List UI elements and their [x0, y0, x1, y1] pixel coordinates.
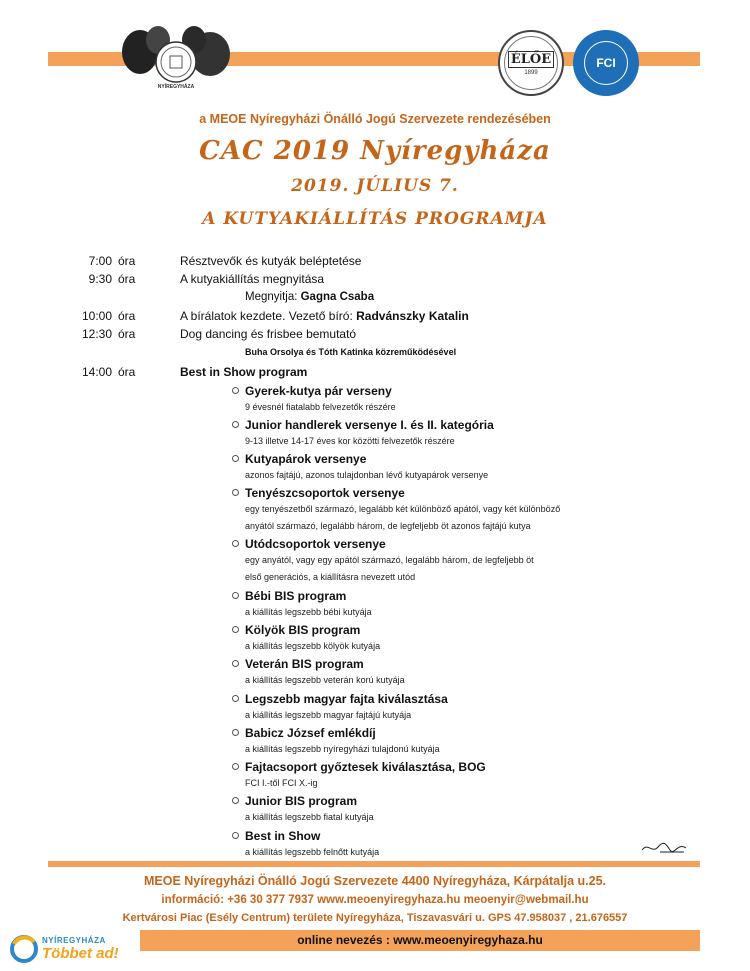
watermark-swirl-icon	[8, 934, 42, 964]
bis-item-description: azonos fajtájú, azonos tulajdonban lévő kutyapárok versenye	[245, 470, 489, 480]
bis-item-label: Veterán BIS program	[245, 657, 364, 671]
bis-item-label: Kutyapárok versenye	[245, 452, 367, 466]
bis-item-title	[232, 418, 494, 432]
bis-item-title	[232, 452, 366, 466]
meoe-logo-year: 1899	[524, 69, 538, 76]
bis-item-title	[232, 623, 360, 637]
event-date: 2019. JÚLIUS 7.	[291, 176, 459, 196]
bis-item-description: a kiállítás legszebb veterán korú kutyája	[245, 675, 405, 685]
bis-item-description: a kiállítás legszebb felnőtt kutyája	[245, 847, 380, 857]
bis-item-title	[232, 657, 364, 671]
meoe-logo-text: ÉLŐE	[508, 51, 554, 68]
club-logo-caption: NYÍREGYHÁZA	[157, 84, 195, 90]
bis-item-label: Best in Show	[245, 829, 321, 843]
bis-item-label: Junior BIS program	[245, 794, 358, 808]
bis-item-label: Babicz József emlékdíj	[245, 726, 376, 740]
bis-item-label: Gyerek-kutya pár verseny	[245, 384, 392, 398]
bullet-circle-icon	[232, 455, 239, 462]
bullet-circle-icon	[232, 592, 239, 599]
bullet-circle-icon	[232, 832, 239, 839]
bis-item-title	[232, 794, 357, 808]
footer-contact: információ: +36 30 377 7937 www.meoenyiregyhaza.hu meoenyir@webmail.hu	[161, 894, 589, 906]
opening-speaker: Megnyitja: Gagna Csaba	[245, 291, 375, 303]
bis-item-description: a kiállítás legszebb bébi kutyája	[245, 607, 372, 617]
bis-item-label: Tenyészcsoportok versenye	[245, 486, 405, 500]
bis-item-label: Bébi BIS program	[245, 589, 347, 603]
watermark-bottom-text: Többet ad!	[42, 945, 119, 962]
footer-address: MEOE Nyíregyházi Önálló Jogú Szervezete 4400 Nyíregyháza, Kárpátalja u.25.	[144, 874, 606, 888]
bis-item-description: a kiállítás legszebb kölyök kutyája	[245, 641, 381, 651]
bullet-circle-icon	[232, 540, 239, 547]
bis-item-title	[232, 589, 346, 603]
bullet-circle-icon	[232, 626, 239, 633]
bis-item-label: Utódcsoportok versenye	[245, 537, 386, 551]
bis-item-label: Junior handlerek versenye I. és II. kategória	[245, 418, 494, 432]
bullet-circle-icon	[232, 660, 239, 667]
club-logo	[118, 22, 234, 92]
bis-item-title	[232, 384, 392, 398]
bis-item-title	[232, 760, 486, 774]
bis-item-description: 9-13 illetve 14-17 éves kor közötti felvezetők részére	[245, 436, 455, 446]
fci-logo	[573, 30, 639, 96]
bullet-circle-icon	[232, 797, 239, 804]
organizer-line: a MEOE Nyíregyházi Önálló Jogú Szervezete rendezésében	[199, 112, 551, 126]
bis-item-label: Kölyök BIS program	[245, 623, 361, 637]
bullet-circle-icon	[232, 695, 239, 702]
bis-item-title	[232, 692, 448, 706]
bis-item-title	[232, 726, 376, 740]
bis-item-description: egy anyától, vagy egy apától származó, legalább három, de legfeljebb öt	[245, 555, 534, 565]
fci-logo-text: FCI	[596, 56, 616, 70]
bis-item-description: FCI I.-től FCI X.-ig	[245, 778, 318, 788]
bis-item-title	[232, 829, 320, 843]
bis-item-description: első generációs, a kiállításra nevezett utód	[245, 572, 416, 582]
footer-bar	[48, 861, 700, 867]
bis-item-title	[232, 486, 405, 500]
signature-icon	[640, 838, 690, 858]
bullet-circle-icon	[232, 387, 239, 394]
bis-item-description: anyától származó, legalább három, de legfeljebb öt azonos fajtájú kutya	[245, 521, 531, 531]
event-title: CAC 2019 Nyíregyháza	[199, 136, 551, 166]
footer-location: Kertvárosi Piac (Esély Centrum) területe Nyíregyháza, Tiszavasvári u. GPS 47.958037 , 21.676557	[122, 912, 628, 924]
bullet-circle-icon	[232, 763, 239, 770]
bis-item-description: a kiállítás legszebb nyíregyházi tulajdonú kutyája	[245, 744, 440, 754]
bis-item-label: Legszebb magyar fajta kiválasztása	[245, 692, 448, 706]
bis-item-description: a kiállítás legszebb magyar fajtájú kutyája	[245, 710, 412, 720]
bullet-circle-icon	[232, 489, 239, 496]
online-registration-bar: online nevezés : www.meoenyiregyhaza.hu	[140, 930, 700, 951]
bis-item-description: 9 évesnél fiatalabb felvezetők részére	[245, 402, 396, 412]
meoe-logo	[498, 30, 564, 96]
program-title: A KUTYAKIÁLLÍTÁS PROGRAMJA	[202, 209, 548, 229]
bullet-circle-icon	[232, 421, 239, 428]
bis-item-description: egy tenyészetből származó, legalább két különböző apától, vagy két különböző	[245, 504, 561, 514]
bullet-circle-icon	[232, 729, 239, 736]
bis-item-label: Fajtacsoport győztesek kiválasztása, BOG	[245, 760, 486, 774]
bis-item-title	[232, 537, 386, 551]
dogs-logo-icon	[118, 22, 234, 92]
watermark-logo	[8, 932, 138, 966]
bis-item-description: a kiállítás legszebb fiatal kutyája	[245, 812, 374, 822]
dog-dancing-performers: Buha Orsolya és Tóth Katinka közreműködésével	[245, 347, 457, 357]
watermark-top-text: NYÍREGYHÁZA	[42, 936, 106, 945]
